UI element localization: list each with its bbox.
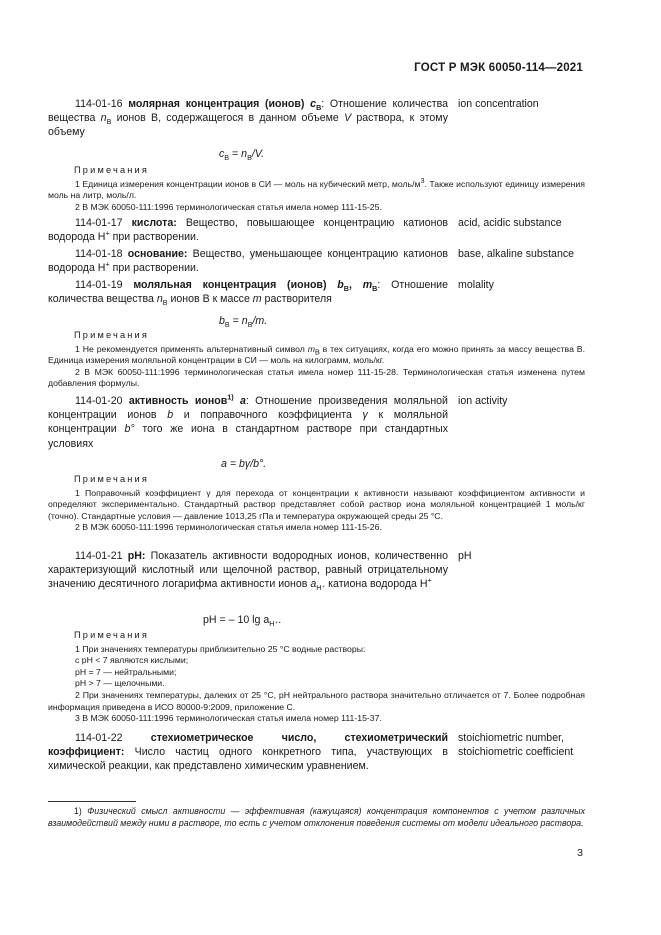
term-entry-114-01-19 bbox=[48, 278, 448, 306]
definition-text: : Отношение количества вещества bbox=[48, 279, 448, 306]
formula-sub: B bbox=[247, 320, 253, 330]
formula-eq: = bbox=[229, 148, 242, 160]
term-name: стехиометрическое число, стехиометрический коэффициент: bbox=[48, 732, 448, 759]
definition-text: ионов B к массе bbox=[167, 293, 253, 306]
english-term bbox=[458, 731, 586, 759]
note-2: 2 При значениях температуры, далеких от 25 °С, pH нейтрального раствора значительно отличается от 7. Более подробная информация приведена в ИСО 80000-9:2009, приложение С. bbox=[48, 689, 585, 712]
symbol-a-sub: H⁺ bbox=[316, 583, 326, 593]
sup: + bbox=[427, 575, 432, 585]
note-1a: с pH < 7 являются кислыми; bbox=[75, 655, 189, 666]
note-symbol: m bbox=[307, 343, 315, 354]
english-term: ion concentration bbox=[458, 98, 539, 110]
footnote-text: Физический смысл активности — эффективная (кажущаяся) концентрация компонентов с учетом различных взаимодействий между ними в растворе, то есть с учетом отклонения поведения системы от модели идеального раствора. bbox=[48, 806, 585, 828]
term-symbol: b bbox=[337, 279, 344, 291]
term-number: 114-01-16 bbox=[75, 98, 123, 110]
english-term-line: stoichiometric coefficient bbox=[458, 746, 574, 759]
footnote-mark: 1) bbox=[74, 806, 82, 816]
note-3: 3 В МЭК 60050-111:1996 терминологическая статья имела номер 111-15-37. bbox=[75, 713, 382, 724]
term-entry-114-01-22 bbox=[48, 731, 448, 774]
symbol-v: V bbox=[344, 112, 352, 125]
definition-text: Вещество, уменьшающее концентрацию катионов водорода H bbox=[48, 248, 448, 275]
definition-text: и поправочного коэффициента bbox=[173, 409, 363, 422]
sup: + bbox=[105, 228, 110, 238]
notes-114-01-19 bbox=[48, 330, 585, 390]
formula bbox=[219, 148, 265, 163]
english-term: pH bbox=[458, 550, 472, 562]
note-2: 2 В МЭК 60050-111:1996 терминологическая статья имела номер 111-15-26. bbox=[75, 522, 382, 533]
english-term-line: stoichiometric number, bbox=[458, 732, 564, 744]
formula-rest: /m. bbox=[252, 315, 268, 327]
note-1 bbox=[48, 344, 585, 367]
english-term: base, alkaline substance bbox=[458, 248, 575, 260]
english-term: molality bbox=[458, 279, 494, 291]
formula-sub: H⁺ bbox=[269, 619, 279, 629]
note-1b: pH = 7 — нейтральными; bbox=[75, 666, 177, 677]
document-code: ГОСТ Р МЭК 60050-114—2021 bbox=[414, 62, 583, 74]
formula-eq: = bbox=[229, 315, 242, 327]
note-text: . Также используют единицу измерения моль на литр, моль/л. bbox=[48, 178, 585, 201]
symbol-n-sub: B bbox=[106, 117, 112, 127]
term-number: 114-01-21 bbox=[75, 550, 123, 562]
note-text: в тех ситуациях, когда его можно принять за массу вещества B. Единица измерения моляльной концентрации в СИ — моль на килограмм, моль/кг. bbox=[48, 343, 585, 366]
term-definition bbox=[48, 731, 448, 774]
formula-sub: B bbox=[247, 153, 252, 163]
term-name: активность ионов bbox=[128, 395, 228, 407]
note-sub: B bbox=[314, 347, 320, 357]
formula: a = bγ/b°. bbox=[221, 458, 267, 470]
footnote bbox=[48, 805, 585, 829]
term-symbol-sub: B bbox=[372, 284, 378, 294]
definition-text: того же иона в стандартном растворе при стандартных условиях bbox=[48, 423, 448, 450]
formula-end: . bbox=[278, 614, 282, 626]
note-1: 1 Поправочный коэффициент γ для перехода от концентрации к активности называют коэффициентом активности и определяют экспериментально. Стандартный раствор представляет собой раствор иона моляльной концентрацией 1 моль/кг (точно). Стандартные условия — давление 1013,25 гПа и температура окружающей среды 25 °С. bbox=[48, 487, 585, 521]
notes-heading: Примечания bbox=[74, 165, 150, 175]
definition-text: катиона водорода H bbox=[325, 578, 428, 591]
definition-text: : Отношение произведения моляльной концентрации ионов bbox=[48, 395, 448, 422]
term-number: 114-01-20 bbox=[75, 395, 123, 407]
term-symbol: c bbox=[310, 98, 317, 110]
notes-114-01-16 bbox=[48, 165, 585, 213]
term-definition: 114-01-19 моляльная концентрация (ионов) $b_B$, $m_B$: Отношение количества вещества $n_B$ ионов B к массе m растворителя bbox=[48, 279, 448, 308]
note-1: 1 При значениях температуры приблизительно 25 °С водные растворы: bbox=[75, 643, 366, 654]
formula-text: pH = – 10 lg a bbox=[203, 614, 270, 626]
definition-text: : Отношение количества вещества bbox=[48, 98, 448, 125]
term-definition bbox=[48, 394, 448, 451]
formula-symbol: n bbox=[241, 148, 248, 160]
term-definition bbox=[48, 216, 448, 244]
symbol-gamma: γ bbox=[362, 409, 368, 422]
term-name: моляльная концентрация (ионов) bbox=[133, 279, 327, 291]
symbol-n: n bbox=[100, 112, 107, 125]
note-text: 1 Не рекомендуется применять альтернативный символ bbox=[75, 343, 308, 354]
symbol-n: n bbox=[156, 293, 163, 306]
note-sup: 3 bbox=[420, 175, 425, 185]
note-2: 2 В МЭК 60050-111:1996 терминологическая статья имела номер 111-15-25. bbox=[75, 201, 382, 212]
term-definition bbox=[48, 97, 448, 140]
term-number: 114-01-22 bbox=[75, 732, 123, 744]
term-name: pH: bbox=[127, 550, 146, 562]
symbol-b-standard: b° bbox=[124, 423, 135, 436]
notes-heading: Примечания bbox=[74, 630, 150, 640]
term-entry-114-01-17 bbox=[48, 216, 448, 244]
english-term: ion activity bbox=[458, 395, 508, 407]
formula-symbol: b bbox=[219, 315, 225, 327]
term-name: молярная концентрация (ионов) bbox=[128, 98, 305, 110]
formula bbox=[219, 315, 268, 330]
note-text: 1 Единица измерения концентрации ионов в СИ — моль на кубический метр, моль/м bbox=[75, 178, 421, 189]
symbol-m: m bbox=[252, 293, 262, 306]
notes-heading: Примечания bbox=[74, 330, 150, 340]
formula-symbol: n bbox=[241, 315, 248, 327]
term-number: 114-01-17 bbox=[75, 217, 123, 229]
definition-text: при растворении. bbox=[109, 231, 199, 244]
note-1 bbox=[48, 175, 585, 202]
term-name: основание: bbox=[127, 248, 188, 260]
formula bbox=[203, 614, 282, 629]
footnote-divider bbox=[48, 801, 136, 802]
definition-text: ионов B, содержащегося в данном объеме bbox=[111, 112, 345, 125]
definition-text: раствора, к этому объему bbox=[48, 112, 448, 139]
notes-114-01-20 bbox=[48, 474, 585, 534]
definition-text: растворителя bbox=[261, 293, 332, 306]
footnote-marker: 1) bbox=[227, 392, 234, 402]
term-definition bbox=[48, 549, 448, 592]
term-entry-114-01-16 bbox=[48, 97, 448, 140]
definition-text: Вещество, повышающее концентрацию катионов водорода H bbox=[48, 217, 448, 244]
definition-text: Число частиц одного конкретного типа, участвующих в химической реакции, как представлено химическим уравнением. bbox=[48, 746, 448, 773]
formula-sub: B bbox=[224, 153, 230, 163]
term-symbol: m bbox=[362, 279, 373, 291]
note-2: 2 В МЭК 60050-111:1996 терминологическая статья имела номер 111-15-28. Терминологическая статья изменена путем добавления формулы. bbox=[48, 366, 585, 389]
term-symbol-sub: B bbox=[343, 284, 349, 294]
note-1c: pH > 7 — щелочными. bbox=[75, 678, 165, 689]
symbol-n-sub: B bbox=[162, 298, 168, 308]
definition-text: к моляльной концентрации bbox=[48, 409, 448, 436]
term-entry-114-01-18 bbox=[48, 247, 448, 275]
term-definition bbox=[48, 247, 448, 275]
formula-rest: /V. bbox=[251, 148, 265, 160]
page-number: 3 bbox=[577, 847, 583, 859]
term-name: кислота: bbox=[131, 217, 177, 229]
english-term: acid, acidic substance bbox=[458, 217, 562, 229]
term-symbol: a bbox=[240, 395, 246, 407]
notes-heading: Примечания bbox=[74, 474, 150, 484]
term-entry-114-01-21 bbox=[48, 549, 448, 592]
term-symbol-sub: B bbox=[316, 103, 322, 113]
term-entry-114-01-20 bbox=[48, 394, 448, 451]
formula-symbol: c bbox=[219, 148, 225, 160]
term-number: 114-01-19 bbox=[75, 279, 123, 291]
formula-sub: B bbox=[224, 320, 230, 330]
symbol-b: b bbox=[167, 409, 174, 422]
symbol-a: a bbox=[310, 578, 317, 591]
sup: + bbox=[105, 259, 110, 269]
definition-text: Показатель активности водородных ионов, количественно характеризующий кислотный или щелочной раствор, равный отрицательному значению десятичного логарифма активности ионов bbox=[48, 550, 448, 591]
term-number: 114-01-18 bbox=[75, 248, 123, 260]
notes-114-01-21 bbox=[48, 630, 585, 725]
definition-text: при растворении. bbox=[109, 262, 199, 275]
